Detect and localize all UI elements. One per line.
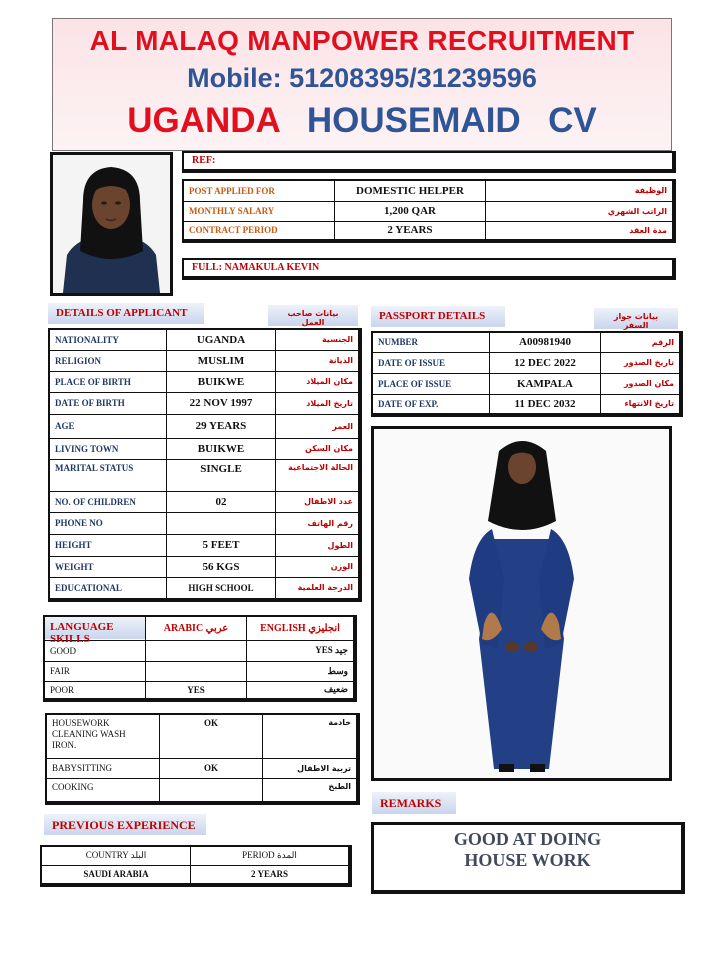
period-head: PERIOD المدة <box>191 846 351 865</box>
country-head: COUNTRY البلد <box>41 846 191 865</box>
applicant-ar: الديانة <box>276 350 361 371</box>
country-title: UGANDA <box>127 101 281 140</box>
skill-ar: تربية الاطفال <box>263 758 359 778</box>
table-row <box>49 438 360 459</box>
table-row <box>49 392 360 414</box>
language-label: POOR <box>44 681 146 700</box>
mobile-number: Mobile: 51208395/31239596 <box>187 63 537 93</box>
language-arabic <box>146 661 247 681</box>
applicant-ar: العمر <box>276 414 361 438</box>
language-english: ضعيف <box>247 681 356 700</box>
headshot-image <box>53 155 170 293</box>
skill-label: COOKING <box>46 778 160 803</box>
applicant-ar: رقم الهاتف <box>276 512 361 534</box>
applicant-table <box>48 328 362 602</box>
table-row <box>183 180 674 201</box>
table-row <box>49 414 360 438</box>
applicant-ar: الطول <box>276 534 361 556</box>
applicant-value: UGANDA <box>167 329 276 350</box>
passport-section-title: PASSPORT DETAILS <box>371 306 505 327</box>
full-body-photo <box>371 426 672 781</box>
table-row <box>41 846 350 865</box>
remarks-box <box>371 822 685 894</box>
job-value: 1,200 QAR <box>335 201 486 221</box>
language-english: YES جيد <box>247 640 356 661</box>
skill-ar: الطبخ <box>263 778 359 803</box>
job-value: DOMESTIC HELPER <box>335 180 486 201</box>
table-row <box>49 459 360 491</box>
applicant-value: HIGH SCHOOL <box>167 577 276 600</box>
table-row <box>49 350 360 371</box>
remarks-section-title: REMARKS <box>372 792 456 814</box>
language-label: GOOD <box>44 640 146 661</box>
passport-label: NUMBER <box>372 332 490 352</box>
applicant-ar: الجنسية <box>276 329 361 350</box>
table-row <box>49 577 360 600</box>
language-arabic: YES <box>146 681 247 700</box>
job-ar: الوظيفة <box>486 180 675 201</box>
applicant-label: PHONE NO <box>49 512 167 534</box>
passport-section-title-ar: بيانات جواز السفر <box>594 308 678 329</box>
applicant-label: HEIGHT <box>49 534 167 556</box>
table-row <box>49 329 360 350</box>
applicant-label: PLACE OF BIRTH <box>49 371 167 392</box>
ref-label: REF: <box>192 155 216 166</box>
language-english: وسط <box>247 661 356 681</box>
ref-bar <box>182 151 676 173</box>
job-label: MONTHLY SALARY <box>183 201 335 221</box>
applicant-value: 22 NOV 1997 <box>167 392 276 414</box>
applicant-section-title: DETAILS OF APPLICANT <box>48 303 204 324</box>
passport-value: KAMPALA <box>490 373 601 394</box>
language-table <box>43 615 357 702</box>
language-section-title: LANGUAGE SKILLS <box>45 617 145 639</box>
applicant-ar: الحالة الاجتماعية <box>276 459 361 491</box>
language-title-cell <box>44 616 146 646</box>
headshot-photo <box>50 152 173 296</box>
applicant-ar: الوزن <box>276 556 361 577</box>
table-row <box>372 394 681 415</box>
table-row <box>44 640 355 661</box>
passport-ar: مكان الصدور <box>601 373 682 394</box>
remarks-text: GOOD AT DOING HOUSE WORK <box>453 829 602 870</box>
applicant-section-title-ar: بيانات صاحب العمل <box>268 305 358 326</box>
table-row <box>44 661 355 681</box>
skill-label: HOUSEWORK CLEANING WASH IRON. <box>46 714 160 758</box>
table-row <box>372 373 681 394</box>
experience-section-title: PREVIOUS EXPERIENCE <box>44 814 206 835</box>
job-label: CONTRACT PERIOD <box>183 221 335 241</box>
table-row <box>44 616 355 640</box>
passport-ar: تاريخ الانتهاء <box>601 394 682 415</box>
passport-label: PLACE OF ISSUE <box>372 373 490 394</box>
passport-value: 12 DEC 2022 <box>490 352 601 373</box>
table-row <box>44 681 355 700</box>
applicant-value: 56 KGS <box>167 556 276 577</box>
table-row <box>49 491 360 512</box>
experience-table <box>40 845 352 887</box>
table-row <box>49 556 360 577</box>
language-label: FAIR <box>44 661 146 681</box>
applicant-label: EDUCATIONAL <box>49 577 167 600</box>
applicant-ar: الدرجة العلمية <box>276 577 361 600</box>
applicant-label: NATIONALITY <box>49 329 167 350</box>
applicant-value: 5 FEET <box>167 534 276 556</box>
passport-value: 11 DEC 2032 <box>490 394 601 415</box>
skill-value: OK <box>160 714 263 758</box>
applicant-value: 02 <box>167 491 276 512</box>
table-row <box>46 778 358 803</box>
applicant-value: BUIKWE <box>167 371 276 392</box>
language-arabic <box>146 640 247 661</box>
skills-table <box>45 713 360 805</box>
passport-ar: الرقم <box>601 332 682 352</box>
company-name: AL MALAQ MANPOWER RECRUITMENT <box>89 25 635 56</box>
applicant-label: LIVING TOWN <box>49 438 167 459</box>
applicant-value: MUSLIM <box>167 350 276 371</box>
full-body-image <box>374 429 669 778</box>
skill-label: BABYSITTING <box>46 758 160 778</box>
applicant-label: AGE <box>49 414 167 438</box>
passport-label: DATE OF ISSUE <box>372 352 490 373</box>
applicant-ar: مكان الميلاد <box>276 371 361 392</box>
passport-label: DATE OF EXP. <box>372 394 490 415</box>
applicant-label: NO. OF CHILDREN <box>49 491 167 512</box>
experience-country: SAUDI ARABIA <box>41 865 191 885</box>
table-row <box>49 534 360 556</box>
job-ar: الراتب الشهري <box>486 201 675 221</box>
cv-title <box>53 101 671 141</box>
table-row <box>49 512 360 534</box>
arabic-head: ARABIC عربي <box>146 616 247 640</box>
table-row <box>41 865 350 885</box>
applicant-label: DATE OF BIRTH <box>49 392 167 414</box>
applicant-ar: مكان السكن <box>276 438 361 459</box>
passport-table <box>371 331 683 417</box>
table-row <box>183 221 674 241</box>
table-row <box>46 758 358 778</box>
skill-value <box>160 778 263 803</box>
header-banner <box>52 18 672 151</box>
table-row <box>183 201 674 221</box>
applicant-value: SINGLE <box>167 459 276 491</box>
table-row <box>49 371 360 392</box>
applicant-label: RELIGION <box>49 350 167 371</box>
skill-ar: خادمة <box>263 714 359 758</box>
applicant-ar: عدد الاطفال <box>276 491 361 512</box>
applicant-ar: تاريخ الميلاد <box>276 392 361 414</box>
passport-ar: تاريخ الصدور <box>601 352 682 373</box>
english-head: ENGLISH انجليزي <box>247 616 356 640</box>
job-value: 2 YEARS <box>335 221 486 241</box>
applicant-label: MARITAL STATUS <box>49 459 167 491</box>
applicant-value: 29 YEARS <box>167 414 276 438</box>
table-row <box>372 352 681 373</box>
job-ar: مدة العقد <box>486 221 675 241</box>
full-name-bar <box>182 258 676 280</box>
applicant-value: BUIKWE <box>167 438 276 459</box>
job-label: POST APPLIED FOR <box>183 180 335 201</box>
cv-type-title: HOUSEMAID CV <box>306 101 597 140</box>
applicant-label: WEIGHT <box>49 556 167 577</box>
experience-period: 2 YEARS <box>191 865 351 885</box>
table-row <box>46 714 358 758</box>
full-name: FULL: NAMAKULA KEVIN <box>192 262 320 273</box>
passport-value: A00981940 <box>490 332 601 352</box>
applicant-value <box>167 512 276 534</box>
job-table <box>182 179 676 243</box>
skill-value: OK <box>160 758 263 778</box>
table-row <box>372 332 681 352</box>
